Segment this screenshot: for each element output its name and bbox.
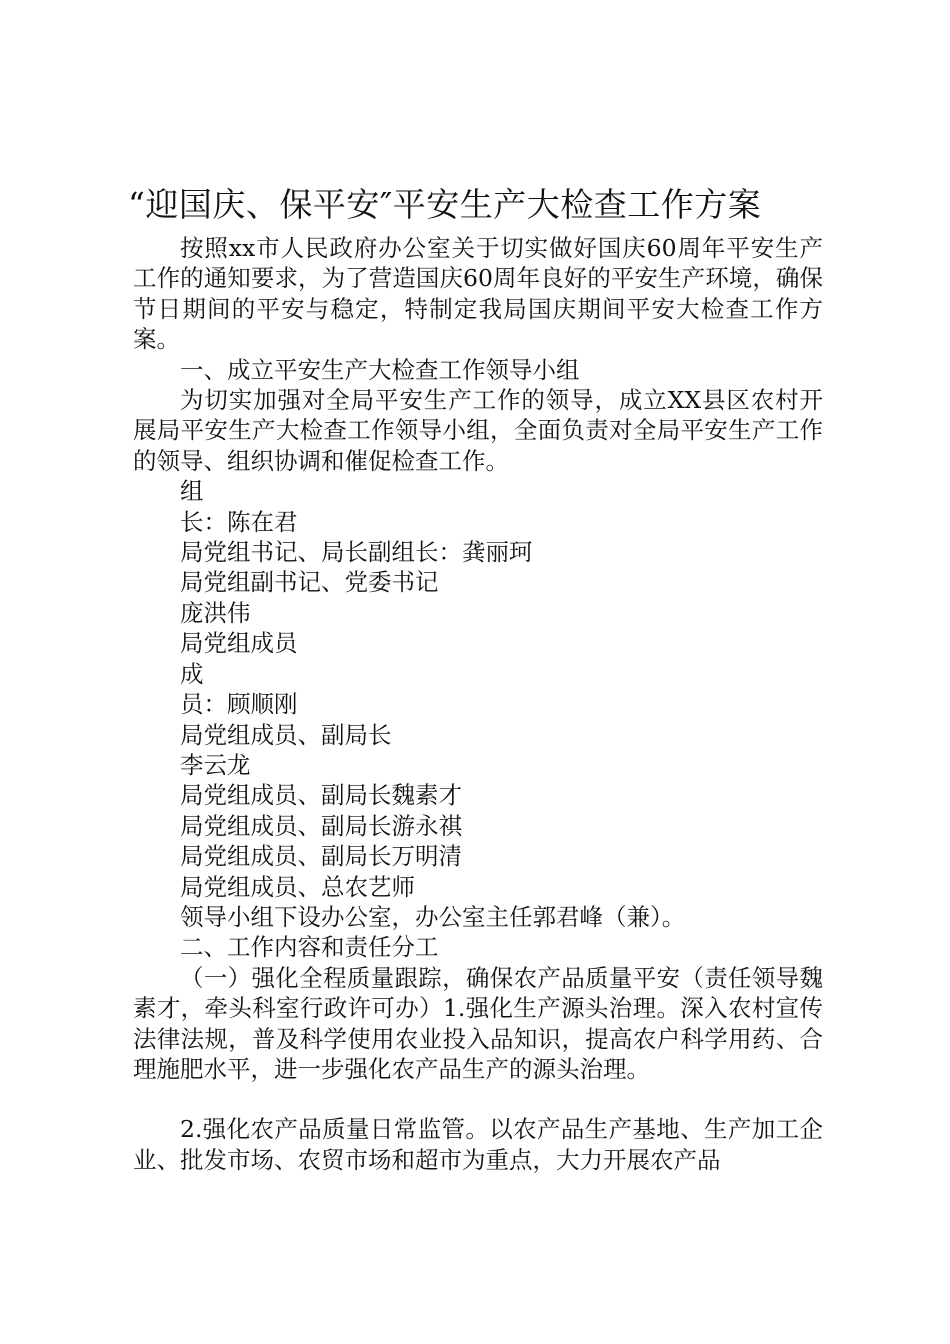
list-item: 局党组成员、总农艺师 (180, 872, 415, 901)
list-item: 局党组成员、副局长 (180, 720, 392, 749)
document-body (133, 233, 823, 1175)
paragraph-office: 领导小组下设办公室，办公室主任郭君峰（兼）。 (180, 902, 686, 931)
list-item: 组 (180, 477, 204, 506)
paragraph-leadership: 为切实加强对全局平安生产工作的领导，成立XX县区农村开展局平安生产大检查工作领导小组，全面负责对全局平安生产工作的领导、组织协调和催促检查工作。 (133, 386, 823, 475)
list-item: 局党组书记、局长副组长：龚丽珂 (180, 538, 533, 567)
list-item: 局党组成员、副局长魏素才 (180, 781, 462, 810)
section-heading-2: 二、工作内容和责任分工 (180, 933, 439, 962)
list-item: 长：陈在君 (180, 507, 298, 536)
document-title: “迎国庆、保平安″平安生产大检查工作方案 (128, 185, 762, 224)
list-item: 局党组副书记、党委书记 (180, 568, 439, 597)
list-item: 员：顾顺刚 (180, 690, 298, 719)
list-item: 局党组成员、副局长游永祺 (180, 811, 462, 840)
list-item: 李云龙 (180, 750, 251, 779)
paragraph-task-2: 2.强化农产品质量日常监管。以农产品生产基地、生产加工企业、批发市场、农贸市场和超市为重点，大力开展农产品 (133, 1115, 823, 1174)
section-heading-1: 一、成立平安生产大检查工作领导小组 (180, 355, 580, 384)
paragraph-intro: 按照xx市人民政府办公室关于切实做好国庆60周年平安生产工作的通知要求，为了营造国庆60周年良好的平安生产环境，确保节日期间的平安与稳定，特制定我局国庆期间平安大检查工作方案。 (133, 234, 823, 354)
paragraph-task-1: （一）强化全程质量跟踪，确保农产品质量平安（责任领导魏素才，牵头科室行政许可办）1.强化生产源头治理。深入农村宣传法律法规，普及科学使用农业投入品知识，提高农户科学用药、合理施肥水平，进一步强化农产品生产的源头治理。 (133, 963, 823, 1083)
list-item: 成 (180, 659, 204, 688)
list-item: 局党组成员、副局长万明清 (180, 842, 462, 871)
list-item: 庞洪伟 (180, 598, 251, 627)
paragraph-gap (133, 1084, 823, 1114)
list-item: 局党组成员 (180, 629, 298, 658)
